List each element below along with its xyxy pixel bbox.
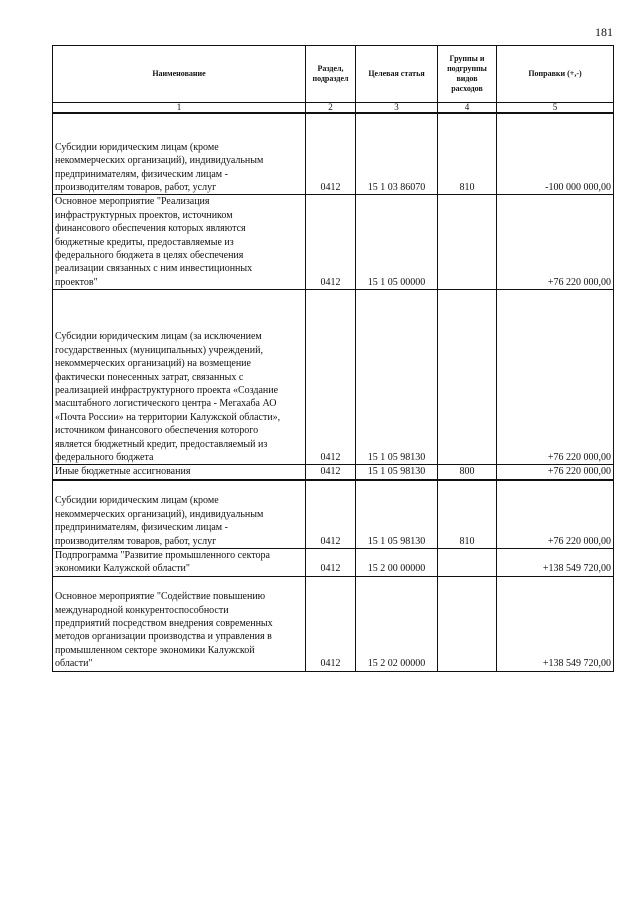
- row-name-line: экономики Калужской области": [55, 563, 190, 575]
- row-name-line: некоммерческих организаций) на возмещение: [55, 358, 251, 370]
- row-section: 0412: [306, 480, 356, 549]
- row-amendment-amount: +76 220 000,00: [497, 290, 614, 465]
- row-name-line: «Почта России» на территории Калужской области»,: [55, 411, 281, 423]
- row-expense-group: [438, 290, 497, 465]
- row-name-line: промышленном секторе экономики Калужской: [55, 644, 255, 656]
- row-section: 0412: [306, 290, 356, 465]
- row-name-line: масштабного логистического центра - Мегахаба АО: [55, 398, 277, 410]
- row-name-line: методов организации производства и управления в: [55, 631, 272, 643]
- table-row: [53, 465, 614, 480]
- header-expense-groups: Группы и подгруппы видов расходов: [438, 46, 497, 103]
- row-target-article: 15 1 05 98130: [356, 465, 438, 480]
- row-amendment-amount: +76 220 000,00: [497, 195, 614, 290]
- row-name-line: производителям товаров, работ, услуг: [55, 535, 217, 547]
- header-section: Раздел, подраздел: [306, 46, 356, 103]
- row-target-article: 15 1 05 98130: [356, 290, 438, 465]
- table-row: [53, 480, 614, 549]
- row-name-line: Иные бюджетные ассигнования: [55, 466, 191, 478]
- budget-amendments-table: [52, 45, 614, 672]
- row-name: [53, 465, 306, 480]
- row-name: [53, 290, 306, 465]
- row-name: [53, 113, 306, 195]
- row-name-line: некоммерческих организаций), индивидуальным: [55, 155, 264, 167]
- row-name-line: производителям товаров, работ, услуг: [55, 182, 217, 193]
- row-section: 0412: [306, 548, 356, 576]
- table-row: [53, 548, 614, 576]
- header-name: Наименование: [53, 46, 306, 103]
- row-name-line: предприятий посредством внедрения современных: [55, 617, 273, 629]
- row-target-article: 15 2 00 00000: [356, 548, 438, 576]
- column-number: 4: [438, 103, 497, 114]
- row-section: 0412: [306, 576, 356, 671]
- row-expense-group: [438, 576, 497, 671]
- row-expense-group: 810: [438, 113, 497, 195]
- row-name-line: является бюджетный кредит, предоставляемый из: [55, 438, 268, 450]
- row-name-line: Основное мероприятие "Содействие повышению: [55, 591, 266, 603]
- row-section: 0412: [306, 113, 356, 195]
- row-name: [53, 195, 306, 290]
- row-amendment-amount: +138 549 720,00: [497, 576, 614, 671]
- row-name-line: международной конкурентоспособности: [55, 604, 229, 616]
- row-name-line: Субсидии юридическим лицам (кроме: [55, 495, 219, 507]
- header-target-article: Целевая статья: [356, 46, 438, 103]
- row-expense-group: 810: [438, 480, 497, 549]
- row-target-article: 15 1 03 86070: [356, 113, 438, 195]
- row-section: 0412: [306, 195, 356, 290]
- table-header-row: [53, 46, 614, 103]
- header-amendments: Поправки (+,-): [497, 46, 614, 103]
- row-expense-group: 800: [438, 465, 497, 480]
- row-expense-group: [438, 195, 497, 290]
- row-name-line: федерального бюджета: [55, 452, 154, 464]
- row-amendment-amount: -100 000 000,00: [497, 113, 614, 195]
- row-name-line: области": [55, 658, 93, 670]
- row-name-line: реализацией инфраструктурного проекта «Создание: [55, 385, 279, 397]
- row-section: 0412: [306, 465, 356, 480]
- row-name-line: Основное мероприятие "Реализация: [55, 196, 210, 208]
- row-target-article: 15 1 05 00000: [356, 195, 438, 290]
- row-amendment-amount: +76 220 000,00: [497, 465, 614, 480]
- table-row: [53, 290, 614, 465]
- row-name: [53, 576, 306, 671]
- row-name-line: финансового обеспечения которых являются: [55, 223, 246, 235]
- column-number: 2: [306, 103, 356, 114]
- column-number: 5: [497, 103, 614, 114]
- row-name-line: источником финансового обеспечения которого: [55, 425, 259, 437]
- row-target-article: 15 2 02 00000: [356, 576, 438, 671]
- table-row: [53, 195, 614, 290]
- page-number: 181: [595, 25, 613, 39]
- row-name-line: бюджетные кредиты, предоставляемые из: [55, 236, 234, 248]
- row-name-line: Субсидии юридическим лицам (кроме: [55, 141, 219, 153]
- row-amendment-amount: +76 220 000,00: [497, 480, 614, 549]
- row-name-line: фактически понесенных затрат, связанных с: [55, 371, 244, 383]
- row-name-line: государственных (муниципальных) учреждений,: [55, 344, 263, 356]
- row-name: [53, 548, 306, 576]
- table-row: [53, 576, 614, 671]
- row-name-line: инфраструктурных проектов, источником: [55, 209, 233, 221]
- column-numbers-row: [53, 103, 614, 114]
- row-name-line: реализации связанных с ним инвестиционных: [55, 263, 253, 275]
- row-name-line: проектов": [55, 276, 98, 288]
- table-row: [53, 113, 614, 195]
- row-name-line: предпринимателям, физическим лицам -: [55, 168, 228, 180]
- row-name-line: предпринимателям, физическим лицам -: [55, 522, 228, 534]
- row-name: [53, 480, 306, 549]
- row-amendment-amount: +138 549 720,00: [497, 548, 614, 576]
- row-name-line: некоммерческих организаций), индивидуальным: [55, 508, 264, 520]
- row-expense-group: [438, 548, 497, 576]
- column-number: 1: [53, 103, 306, 114]
- row-name-line: Субсидии юридическим лицам (за исключением: [55, 331, 262, 343]
- row-target-article: 15 1 05 98130: [356, 480, 438, 549]
- row-name-line: федерального бюджета в целях обеспечения: [55, 250, 244, 262]
- row-name-line: Подпрограмма "Развитие промышленного сектора: [55, 549, 270, 561]
- column-number: 3: [356, 103, 438, 114]
